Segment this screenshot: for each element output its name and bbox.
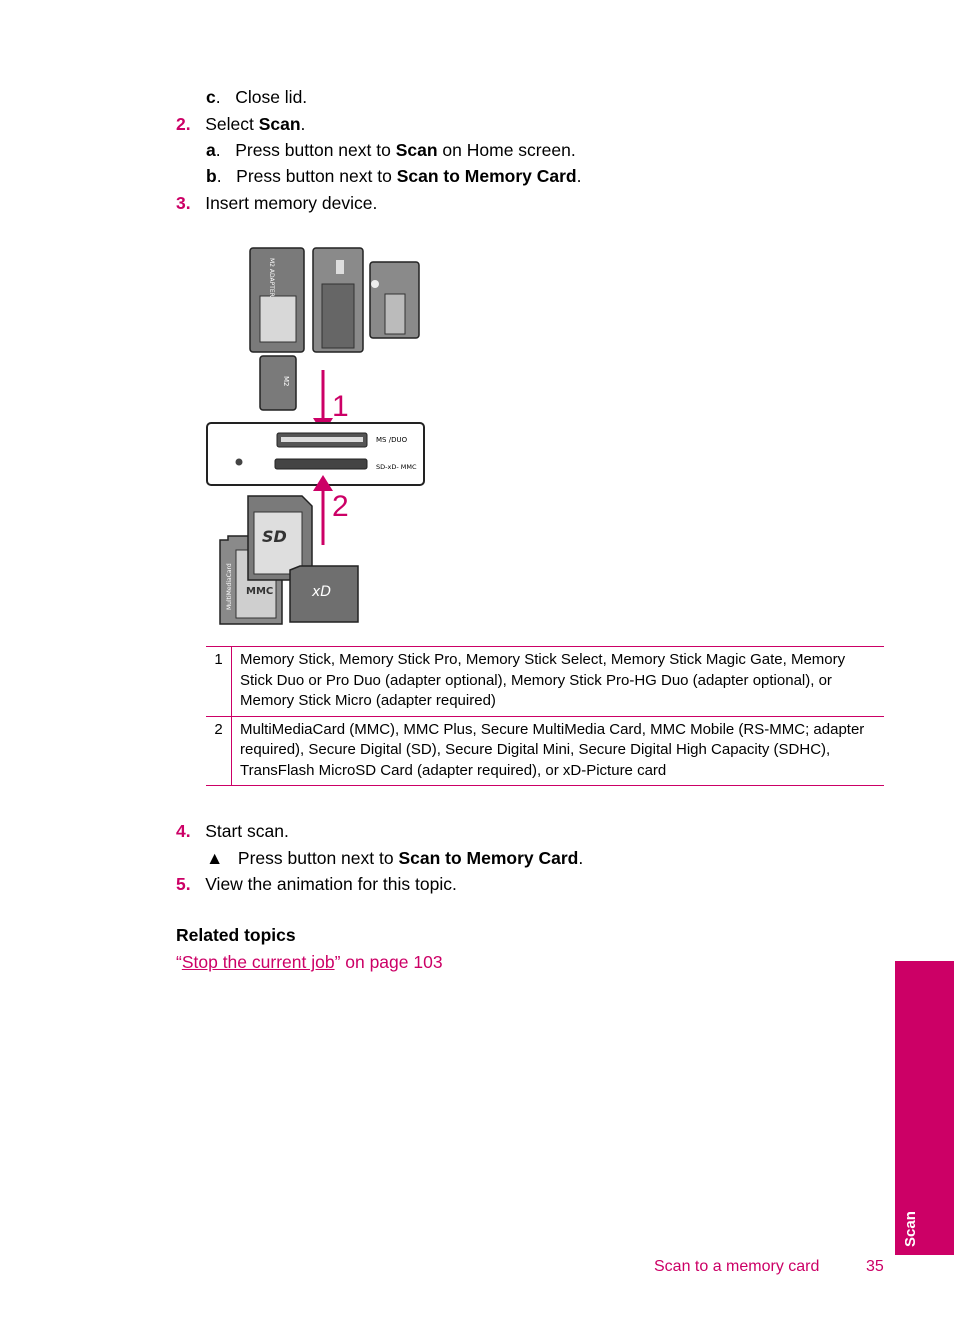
table-row <box>206 717 884 787</box>
slot2-label: SD-xD- MMC <box>376 463 417 471</box>
xd-card <box>290 566 358 622</box>
adapter-label: M2 ADAPTER <box>268 258 275 297</box>
memory-stick-pro-card <box>313 248 363 352</box>
step-c: c. Close lid. <box>206 87 308 107</box>
related-link-line: “Stop the current job” on page 103 <box>176 952 443 972</box>
slot-sd-xd-mmc <box>275 459 367 469</box>
table-cell-text: Memory Stick, Memory Stick Pro, Memory Stick Select, Memory Stick Magic Gate, Memory Stick Duo or Pro Duo (adapter optional), Memory Stick Pro-HG Duo (adapter optional), or Memory Stick Micro (adapter required) <box>240 651 846 709</box>
side-tab-label: Scan <box>902 1211 919 1247</box>
xd-label: xD <box>312 584 332 600</box>
card-type-table <box>206 646 884 786</box>
step-5: 5. View the animation for this topic. <box>176 874 457 894</box>
memory-card-diagram <box>200 240 440 630</box>
triangle-bullet-icon: ▲ <box>206 848 224 868</box>
table-cell-num: 2 <box>206 717 232 786</box>
mmc-side-label: MultiMediaCard <box>226 563 233 610</box>
step-2: 2. Select Scan. <box>176 114 306 134</box>
memory-stick-duo-card <box>370 262 419 338</box>
callout-2: 2 <box>332 490 349 523</box>
footer-page-number: 35 <box>866 1258 884 1275</box>
sd-label: SD <box>262 527 287 546</box>
related-link[interactable]: Stop the current job <box>181 952 335 972</box>
step-2b: b. Press button next to Scan to Memory Card. <box>206 166 582 186</box>
footer-section: Scan to a memory card <box>654 1258 820 1275</box>
slot1-label: MS /DUO <box>376 436 408 444</box>
step-4: 4. Start scan. <box>176 821 289 841</box>
m2-label: M2 <box>282 376 290 387</box>
step-3: 3. Insert memory device. <box>176 193 378 213</box>
callout-1: 1 <box>332 390 349 423</box>
reader-led <box>236 459 243 466</box>
card-reader <box>207 423 424 485</box>
step-4-sub: ▲ Press button next to Scan to Memory Card. <box>206 848 584 868</box>
related-heading: Related topics <box>176 925 296 945</box>
table-cell-text: MultiMediaCard (MMC), MMC Plus, Secure MultiMedia Card, MMC Mobile (RS-MMC; adapter required), Secure Digital (SD), Secure Digital Mini, Secure Digital High Capacity (SDHC), TransFlash MicroSD Card (adapter required), or xD-Picture card <box>240 720 865 779</box>
mmc-label: MMC <box>246 586 274 597</box>
table-row <box>206 647 884 717</box>
memory-stick-micro-card <box>260 356 296 410</box>
table-cell-num: 1 <box>206 647 232 716</box>
m2-adapter-card <box>250 248 304 352</box>
section-side-tab <box>895 961 954 1255</box>
step-2a: a. Press button next to Scan on Home screen. <box>206 140 576 160</box>
